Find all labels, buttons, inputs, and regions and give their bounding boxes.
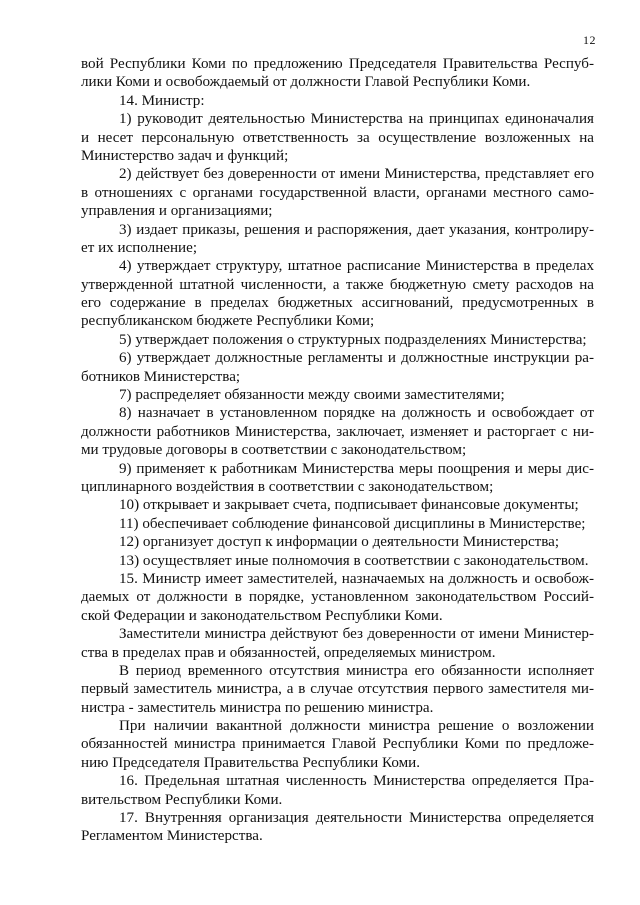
text-line: ботников Министерства; <box>81 368 241 385</box>
text-line: утвержденной штатной численности, а также бюджетную смету расходов на <box>81 276 594 293</box>
text-line: даемых от должности в порядке, установленном законодательством Россий- <box>81 589 594 606</box>
text-line: 5) утверждает положения о структурных подразделениях Министерства; <box>119 331 587 348</box>
text-line: В период временного отсутствия министра его обязанности исполняет <box>119 662 594 679</box>
text-line: управления и организациями; <box>81 203 273 220</box>
text-line: 2) действует без доверенности от имени Министерства, представляет его <box>119 166 594 183</box>
text-line: Регламентом Министерства. <box>81 828 263 845</box>
text-line: 8) назначает в установленном порядке на должность и освобождает от <box>119 405 594 422</box>
text-line: 1) руководит деятельностью Министерства на принципах единоначалия <box>119 111 594 128</box>
text-line: нию Председателя Правительства Республики Коми. <box>81 754 420 771</box>
text-line: 17. Внутренняя организация деятельности Министерства определяется <box>119 810 594 827</box>
text-line: 3) издает приказы, решения и распоряжения, дает указания, контролиру- <box>119 221 594 238</box>
text-line: в отношениях с органами государственной власти, органами местного само- <box>81 184 594 201</box>
page-number: 12 <box>583 33 596 47</box>
text-line: нистра - заместитель министра по решению министра. <box>81 699 434 716</box>
text-line: 12) организует доступ к информации о деятельности Министерства; <box>119 534 560 551</box>
text-line: республиканском бюджете Республики Коми; <box>81 313 375 330</box>
text-line: ской Федерации и законодательством Республики Коми. <box>81 607 443 624</box>
text-line: и несет персональную ответственность за осуществление возложенных на <box>81 129 594 146</box>
text-line: 16. Предельная штатная численность Министерства определяется Пра- <box>119 773 594 790</box>
text-line: лики Коми и освобождаемый от должности Главой Республики Коми. <box>81 74 531 91</box>
text-line: вительством Республики Коми. <box>81 791 283 808</box>
text-line: 13) осуществляет иные полномочия в соответствии с законодательством. <box>119 552 589 569</box>
text-line: циплинарного воздействия в соответствии с законодательством; <box>81 478 494 495</box>
text-line: ми трудовые договоры в соответствии с законодательством; <box>81 442 467 459</box>
text-line: 10) открывает и закрывает счета, подписывает финансовые документы; <box>119 497 579 514</box>
text-line: 11) обеспечивает соблюдение финансовой дисциплины в Министерстве; <box>119 515 586 532</box>
text-line: 15. Министр имеет заместителей, назначаемых на должность и освобож- <box>119 570 594 587</box>
text-line: 6) утверждает должностные регламенты и должностные инструкции ра- <box>119 350 594 367</box>
text-line: ет их исполнение; <box>81 239 198 256</box>
text-line: его содержание в пределах бюджетных ассигнований, предусмотренных в <box>81 295 594 312</box>
text-line: 7) распределяет обязанности между своими заместителями; <box>119 387 505 404</box>
text-line: 14. Министр: <box>119 92 205 109</box>
text-line: обязанностей министра принимается Главой Республики Коми по предложе- <box>81 736 594 753</box>
text-line: 9) применяет к работникам Министерства меры поощрения и меры дис- <box>119 460 594 477</box>
text-line: Заместители министра действуют без доверенности от имени Министер- <box>119 626 594 643</box>
text-line: должности работников Министерства, заключает, изменяет и расторгает с ни- <box>81 423 594 440</box>
text-line: ства в пределах прав и обязанностей, определяемых министром. <box>81 644 496 661</box>
text-line: Министерство задач и функций; <box>81 147 289 164</box>
text-line: 4) утверждает структуру, штатное расписание Министерства в пределах <box>119 258 594 275</box>
text-line: вой Республики Коми по предложению Председателя Правительства Респуб- <box>81 56 594 72</box>
text-line: первый заместитель министра, а в случае отсутствия первого заместителя ми- <box>81 681 594 698</box>
text-line: При наличии вакантной должности министра решение о возложении <box>119 718 594 735</box>
document-body <box>81 55 594 846</box>
